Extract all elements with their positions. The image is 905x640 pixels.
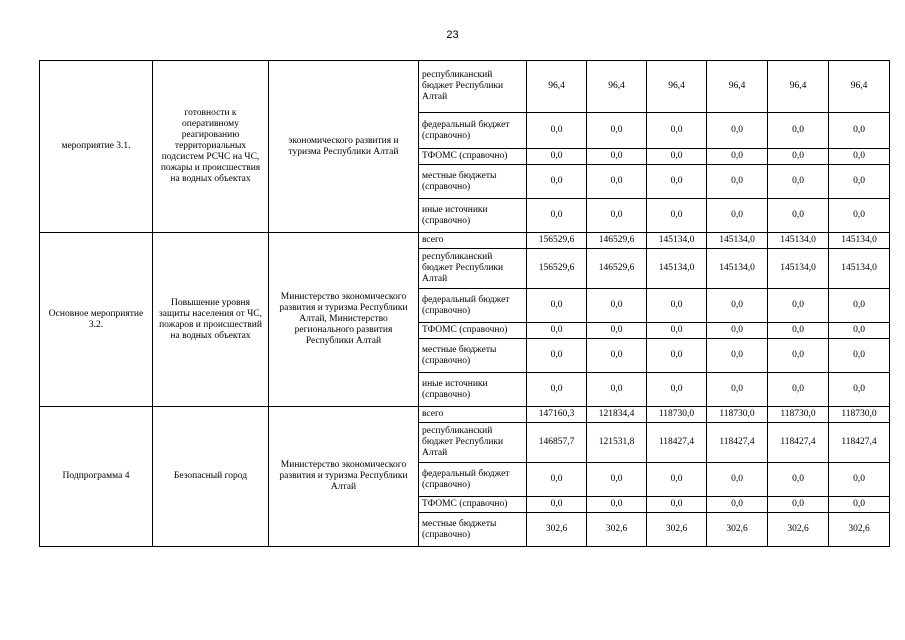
program-cell: Подпрограмма 4	[40, 407, 153, 547]
amount-cell: 0,0	[647, 339, 707, 373]
amount-cell: 302,6	[707, 513, 768, 547]
funding-source-cell: местные бюджеты (справочно)	[419, 513, 527, 547]
funding-source-cell: иные источники (справочно)	[419, 199, 527, 233]
amount-cell: 0,0	[587, 113, 647, 149]
amount-cell: 118730,0	[647, 407, 707, 423]
amount-cell: 0,0	[829, 463, 890, 497]
amount-cell: 0,0	[829, 113, 890, 149]
amount-cell: 0,0	[707, 289, 768, 323]
funding-source-cell: федеральный бюджет (справочно)	[419, 463, 527, 497]
amount-cell: 302,6	[527, 513, 587, 547]
amount-cell: 302,6	[587, 513, 647, 547]
amount-cell: 0,0	[707, 463, 768, 497]
funding-source-cell: федеральный бюджет (справочно)	[419, 113, 527, 149]
amount-cell: 0,0	[527, 113, 587, 149]
amount-cell: 0,0	[527, 323, 587, 339]
amount-cell: 0,0	[829, 289, 890, 323]
amount-cell: 0,0	[647, 199, 707, 233]
amount-cell: 118730,0	[829, 407, 890, 423]
amount-cell: 0,0	[707, 113, 768, 149]
amount-cell: 0,0	[768, 289, 829, 323]
funding-source-cell: республиканский бюджет Республики Алтай	[419, 249, 527, 289]
measure-name-cell: Безопасный город	[153, 407, 269, 547]
amount-cell: 0,0	[707, 323, 768, 339]
amount-cell: 118427,4	[829, 423, 890, 463]
funding-source-cell: республиканский бюджет Республики Алтай	[419, 61, 527, 113]
funding-source-cell: федеральный бюджет (справочно)	[419, 289, 527, 323]
amount-cell: 146857,7	[527, 423, 587, 463]
amount-cell: 0,0	[647, 165, 707, 199]
amount-cell: 118427,4	[647, 423, 707, 463]
amount-cell: 0,0	[587, 323, 647, 339]
amount-cell: 145134,0	[829, 249, 890, 289]
amount-cell: 118730,0	[707, 407, 768, 423]
funding-source-cell: всего	[419, 407, 527, 423]
amount-cell: 0,0	[527, 199, 587, 233]
amount-cell: 96,4	[768, 61, 829, 113]
table-row	[40, 407, 890, 423]
amount-cell: 0,0	[829, 497, 890, 513]
amount-cell: 118427,4	[707, 423, 768, 463]
funding-source-cell: местные бюджеты (справочно)	[419, 165, 527, 199]
amount-cell: 0,0	[527, 289, 587, 323]
amount-cell: 0,0	[647, 497, 707, 513]
amount-cell: 0,0	[707, 199, 768, 233]
amount-cell: 0,0	[829, 339, 890, 373]
amount-cell: 0,0	[707, 497, 768, 513]
amount-cell: 0,0	[647, 373, 707, 407]
amount-cell: 0,0	[587, 463, 647, 497]
amount-cell: 0,0	[527, 165, 587, 199]
amount-cell: 0,0	[768, 323, 829, 339]
amount-cell: 0,0	[587, 199, 647, 233]
funding-source-cell: ТФОМС (справочно)	[419, 323, 527, 339]
amount-cell: 0,0	[829, 373, 890, 407]
amount-cell: 0,0	[647, 113, 707, 149]
amount-cell: 0,0	[527, 497, 587, 513]
amount-cell: 118427,4	[768, 423, 829, 463]
funding-source-cell: республиканский бюджет Республики Алтай	[419, 423, 527, 463]
amount-cell: 302,6	[768, 513, 829, 547]
amount-cell: 0,0	[587, 497, 647, 513]
amount-cell: 145134,0	[829, 233, 890, 249]
amount-cell: 0,0	[768, 463, 829, 497]
table-row	[40, 233, 890, 249]
amount-cell: 0,0	[587, 165, 647, 199]
amount-cell: 0,0	[647, 323, 707, 339]
amount-cell: 145134,0	[647, 249, 707, 289]
table-row	[40, 61, 890, 113]
amount-cell: 302,6	[647, 513, 707, 547]
budget-table-body	[40, 61, 890, 547]
amount-cell: 0,0	[587, 373, 647, 407]
amount-cell: 0,0	[768, 199, 829, 233]
amount-cell: 146529,6	[587, 233, 647, 249]
amount-cell: 147160,3	[527, 407, 587, 423]
amount-cell: 0,0	[587, 149, 647, 165]
amount-cell: 145134,0	[707, 233, 768, 249]
amount-cell: 145134,0	[768, 233, 829, 249]
executor-cell: Министерство экономического развития и туризма Республики Алтай	[269, 407, 419, 547]
program-cell: Основное мероприятие 3.2.	[40, 233, 153, 407]
amount-cell: 0,0	[647, 463, 707, 497]
amount-cell: 96,4	[707, 61, 768, 113]
amount-cell: 0,0	[768, 113, 829, 149]
executor-cell: Министерство экономического развития и туризма Республики Алтай, Министерство регионального развития Республики Алтай	[269, 233, 419, 407]
amount-cell: 0,0	[829, 199, 890, 233]
funding-source-cell: иные источники (справочно)	[419, 373, 527, 407]
measure-name-cell: Повышение уровня защиты населения от ЧС, пожаров и происшествий на водных объектах	[153, 233, 269, 407]
funding-source-cell: ТФОМС (справочно)	[419, 149, 527, 165]
amount-cell: 0,0	[587, 289, 647, 323]
amount-cell: 0,0	[768, 373, 829, 407]
page-number: 23	[446, 29, 459, 41]
funding-source-cell: местные бюджеты (справочно)	[419, 339, 527, 373]
amount-cell: 96,4	[647, 61, 707, 113]
amount-cell: 302,6	[829, 513, 890, 547]
amount-cell: 145134,0	[768, 249, 829, 289]
amount-cell: 0,0	[647, 289, 707, 323]
amount-cell: 96,4	[587, 61, 647, 113]
amount-cell: 145134,0	[647, 233, 707, 249]
amount-cell: 96,4	[527, 61, 587, 113]
amount-cell: 0,0	[707, 149, 768, 165]
amount-cell: 0,0	[527, 463, 587, 497]
executor-cell: экономического развития и туризма Республики Алтай	[269, 61, 419, 233]
amount-cell: 0,0	[527, 373, 587, 407]
program-cell: мероприятие 3.1.	[40, 61, 153, 233]
amount-cell: 96,4	[829, 61, 890, 113]
measure-name-cell: готовности к оперативному реагированию территориальных подсистем РСЧС на ЧС, пожары и происшествия на водных объектах	[153, 61, 269, 233]
amount-cell: 0,0	[527, 339, 587, 373]
amount-cell: 0,0	[707, 165, 768, 199]
amount-cell: 0,0	[768, 339, 829, 373]
amount-cell: 146529,6	[587, 249, 647, 289]
amount-cell: 0,0	[587, 339, 647, 373]
amount-cell: 0,0	[768, 165, 829, 199]
amount-cell: 121834,4	[587, 407, 647, 423]
amount-cell: 0,0	[829, 165, 890, 199]
amount-cell: 0,0	[707, 339, 768, 373]
amount-cell: 0,0	[768, 497, 829, 513]
amount-cell: 145134,0	[707, 249, 768, 289]
amount-cell: 0,0	[527, 149, 587, 165]
amount-cell: 121531,8	[587, 423, 647, 463]
amount-cell: 0,0	[829, 149, 890, 165]
amount-cell: 118730,0	[768, 407, 829, 423]
funding-source-cell: ТФОМС (справочно)	[419, 497, 527, 513]
funding-source-cell: всего	[419, 233, 527, 249]
amount-cell: 0,0	[707, 373, 768, 407]
amount-cell: 156529,6	[527, 233, 587, 249]
amount-cell: 156529,6	[527, 249, 587, 289]
amount-cell: 0,0	[647, 149, 707, 165]
amount-cell: 0,0	[768, 149, 829, 165]
budget-table	[39, 60, 890, 547]
amount-cell: 0,0	[829, 323, 890, 339]
